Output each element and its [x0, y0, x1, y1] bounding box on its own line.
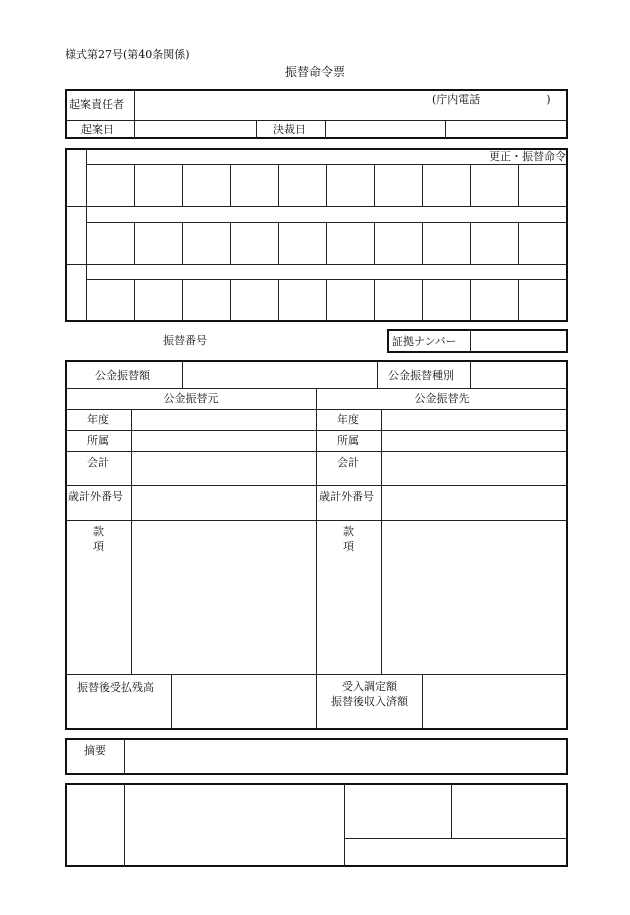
bottom-field-right-1[interactable] [346, 785, 449, 837]
approval-date-field[interactable] [327, 121, 443, 137]
source-extra-budget-field[interactable] [133, 486, 315, 519]
receipt-collected-label: 振替後収入済額 [331, 695, 408, 708]
dest-item-label: 項 [343, 540, 354, 553]
draft-date-field[interactable] [136, 121, 254, 137]
source-dept-label: 所属 [87, 434, 109, 447]
balance-field[interactable] [173, 675, 315, 728]
approval-date-label: 決裁日 [273, 123, 306, 136]
correction-box [65, 148, 568, 322]
source-account-label: 会計 [87, 456, 109, 469]
drafting-person-field[interactable] [136, 91, 426, 119]
evidence-number-label: 証拠ナンバー [392, 335, 457, 348]
balance-label: 振替後受払残高 [77, 681, 154, 694]
source-header: 公金振替元 [163, 392, 219, 405]
form-number: 様式第27号(第40条関係) [65, 48, 190, 61]
source-year-field[interactable] [133, 410, 315, 429]
source-year-label: 年度 [87, 413, 109, 426]
source-account-field[interactable] [133, 452, 315, 484]
form-title: 振替命令票 [284, 65, 345, 79]
summary-label: 摘要 [84, 744, 106, 757]
bottom-field-right-3[interactable] [346, 840, 566, 865]
transfer-type-field[interactable] [472, 362, 566, 387]
dest-section-label: 款 [343, 525, 354, 538]
source-dept-field[interactable] [133, 431, 315, 450]
source-section-field[interactable] [133, 521, 315, 673]
bottom-field-main[interactable] [126, 785, 342, 865]
dest-dept-field[interactable] [383, 431, 566, 450]
summary-field[interactable] [126, 740, 566, 773]
transfer-number-label: 振替番号 [163, 334, 207, 347]
bottom-field-right-2[interactable] [453, 785, 566, 837]
dest-year-field[interactable] [383, 410, 566, 429]
amount-field[interactable] [184, 362, 375, 387]
dest-extra-budget-field[interactable] [383, 486, 566, 519]
phone-label: (庁内電話 ) [432, 93, 551, 106]
amount-label: 公金振替額 [95, 369, 150, 382]
drafting-person-label: 起案責任者 [69, 98, 124, 111]
dest-dept-label: 所属 [337, 434, 359, 447]
receipt-assessed-label: 受入調定額 [342, 680, 397, 693]
evidence-number-field[interactable] [472, 331, 566, 351]
draft-date-label: 起案日 [81, 123, 114, 136]
dest-account-field[interactable] [383, 452, 566, 484]
dest-section-field[interactable] [383, 521, 566, 673]
source-item-label: 項 [93, 540, 104, 553]
source-extra-budget-label: 歳計外番号 [68, 490, 123, 503]
receipt-field[interactable] [424, 675, 566, 728]
dest-year-label: 年度 [337, 413, 359, 426]
dest-extra-budget-label: 歳計外番号 [319, 490, 374, 503]
dest-account-label: 会計 [337, 456, 359, 469]
dest-header: 公金振替先 [414, 392, 470, 405]
source-section-label: 款 [93, 525, 104, 538]
correction-label: 更正・振替命令 [489, 150, 566, 163]
transfer-type-label: 公金振替種別 [388, 369, 454, 382]
